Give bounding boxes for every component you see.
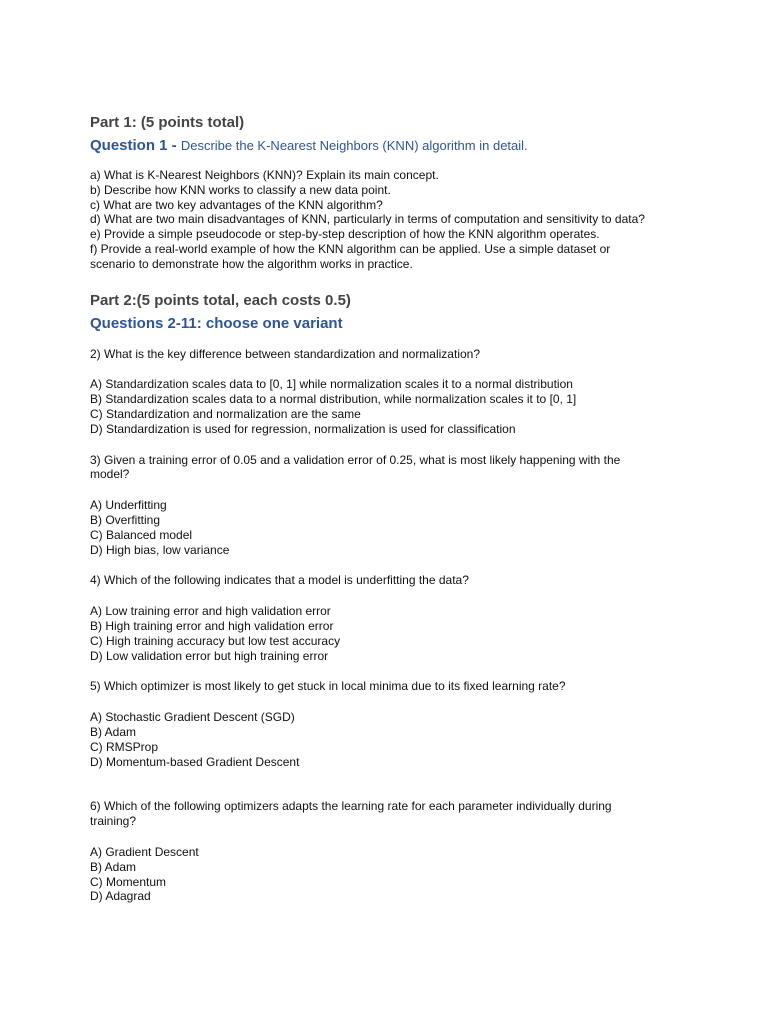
answer-option: D) High bias, low variance bbox=[90, 542, 230, 557]
question-text: 5) Which optimizer is most likely to get stuck in local minima due to its fixed learning rate? bbox=[90, 679, 566, 694]
answer-option: B) High training error and high validation error bbox=[90, 618, 334, 633]
answer-option: A) Low training error and high validation error bbox=[90, 604, 331, 619]
part1-items bbox=[90, 168, 730, 272]
answer-option: C) Momentum bbox=[90, 874, 167, 889]
part1-item: d) What are two main disadvantages of KNN, particularly in terms of computation and sensitivity to data? bbox=[90, 212, 645, 227]
answer-option: C) RMSProp bbox=[90, 739, 159, 754]
question-text: training? bbox=[90, 814, 137, 829]
question-block-2 bbox=[90, 347, 730, 437]
answer-option: B) Standardization scales data to a normal distribution, while normalization scales it to [0, 1] bbox=[90, 392, 577, 407]
question-text: 6) Which of the following optimizers adapts the learning rate for each parameter individually during bbox=[90, 799, 612, 814]
answer-option: A) Stochastic Gradient Descent (SGD) bbox=[90, 710, 295, 725]
part1-item: c) What are two key advantages of the KNN algorithm? bbox=[90, 197, 383, 212]
document-content bbox=[90, 113, 730, 904]
question-text: 2) What is the key difference between standardization and normalization? bbox=[90, 346, 481, 361]
answer-option: D) Low validation error but high training error bbox=[90, 648, 329, 663]
question-block-5 bbox=[90, 679, 730, 769]
answer-option: D) Momentum-based Gradient Descent bbox=[90, 754, 300, 769]
question-block-4 bbox=[90, 573, 730, 663]
answer-option: A) Underfitting bbox=[90, 498, 167, 513]
question-text: 4) Which of the following indicates that a model is underfitting the data? bbox=[90, 573, 469, 588]
part1-item: a) What is K-Nearest Neighbors (KNN)? Explain its main concept. bbox=[90, 168, 439, 182]
question-block-3 bbox=[90, 453, 730, 558]
answer-option: B) Adam bbox=[90, 724, 137, 739]
question1-heading bbox=[90, 136, 730, 156]
question-block-6 bbox=[90, 799, 730, 904]
part2-subheading: Questions 2-11: choose one variant bbox=[90, 314, 343, 332]
question1-label: Question 1 - bbox=[90, 137, 181, 154]
answer-option: B) Overfitting bbox=[90, 512, 161, 527]
question-text: model? bbox=[90, 467, 130, 482]
answer-option: C) Balanced model bbox=[90, 527, 193, 542]
part1-item: b) Describe how KNN works to classify a new data point. bbox=[90, 182, 391, 197]
part1-item: e) Provide a simple pseudocode or step-by-step description of how the KNN algorithm operates. bbox=[90, 227, 600, 242]
part1-item: f) Provide a real-world example of how the KNN algorithm can be applied. Use a simple dataset or bbox=[90, 241, 611, 256]
question-text: 3) Given a training error of 0.05 and a validation error of 0.25, what is most likely happening with the bbox=[90, 452, 621, 467]
answer-option: A) Standardization scales data to [0, 1] while normalization scales it to a normal distribution bbox=[90, 377, 573, 392]
answer-option: B) Adam bbox=[90, 859, 137, 874]
question1-description: Describe the K-Nearest Neighbors (KNN) algorithm in detail. bbox=[180, 138, 528, 153]
answer-option: C) High training accuracy but low test accuracy bbox=[90, 633, 341, 648]
part1-item: scenario to demonstrate how the algorithm works in practice. bbox=[90, 256, 413, 271]
answer-option: A) Gradient Descent bbox=[90, 844, 199, 859]
answer-option: D) Adagrad bbox=[90, 889, 151, 904]
answer-option: C) Standardization and normalization are the same bbox=[90, 406, 361, 421]
answer-option: D) Standardization is used for regression, normalization is used for classification bbox=[90, 421, 516, 436]
part1-heading: Part 1: (5 points total) bbox=[90, 114, 245, 131]
part2-heading: Part 2:(5 points total, each costs 0.5) bbox=[90, 291, 351, 309]
